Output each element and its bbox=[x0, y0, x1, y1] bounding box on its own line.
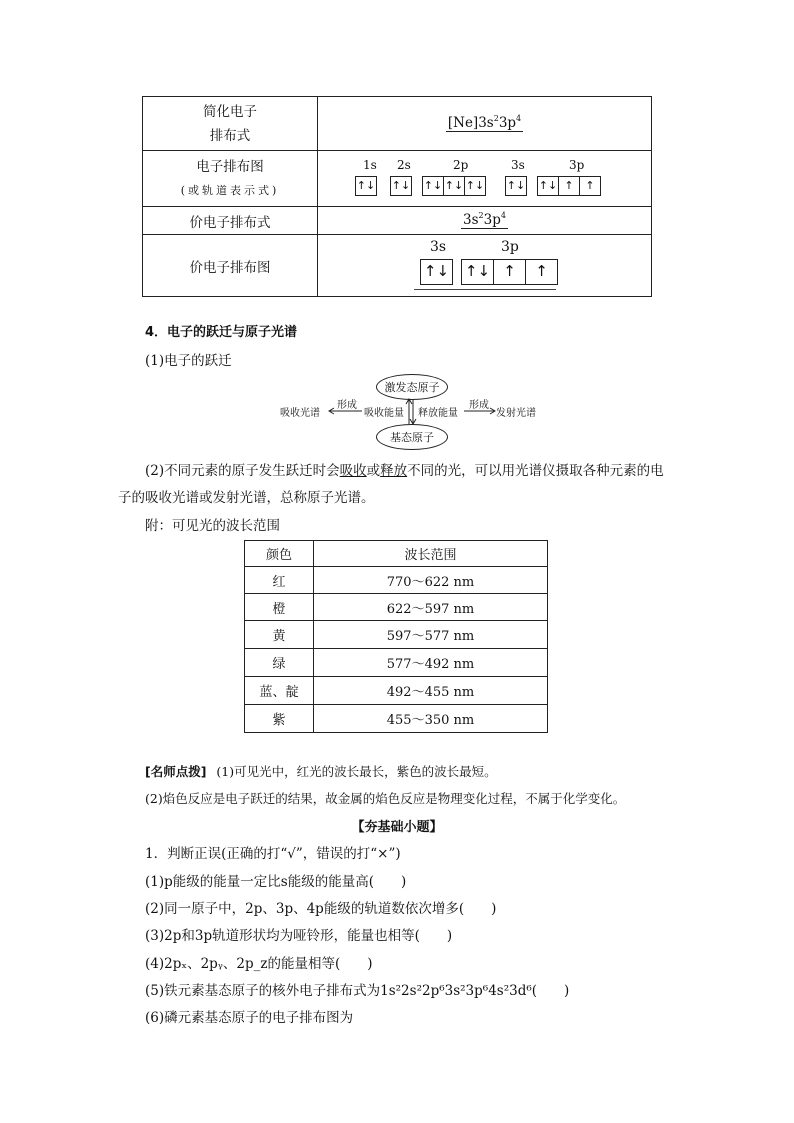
paragraph-2 bbox=[145, 459, 665, 479]
orbital-box: ↑ bbox=[579, 176, 601, 196]
appendix-label: 附：可见光的波长范围 bbox=[145, 518, 280, 534]
table-row bbox=[245, 594, 548, 621]
label-line: 排布式 bbox=[209, 127, 251, 144]
color-cell: 橙 bbox=[245, 594, 314, 621]
exercise-title: 【夯基础小题】 bbox=[351, 820, 443, 835]
range-cell: 597～577 nm bbox=[314, 621, 548, 649]
range-cell: 455～350 nm bbox=[314, 705, 548, 733]
orbital-2p bbox=[423, 176, 486, 196]
orbital-3s bbox=[421, 259, 453, 285]
absorb-energy-label: 吸收能量 bbox=[364, 408, 404, 419]
range-cell: 622～597 nm bbox=[314, 594, 548, 621]
color-cell: 绿 bbox=[245, 649, 314, 677]
question-item: (1)p能级的能量一定比s能级的能量高( ) bbox=[145, 874, 407, 890]
orbital-box: ↑↓ bbox=[443, 176, 465, 196]
row-value bbox=[318, 207, 652, 235]
text: 不同的光，可以用光谱仪摄取各种元素的电 bbox=[407, 463, 664, 479]
orbital-3p bbox=[538, 176, 601, 196]
tips-line-1 bbox=[145, 762, 497, 780]
table-row bbox=[143, 235, 652, 297]
orbital-box: ↑↓ bbox=[355, 176, 377, 196]
orbital-box: ↑↓ bbox=[505, 176, 527, 196]
transition-diagram bbox=[280, 374, 550, 450]
form-label: 形成 bbox=[469, 400, 489, 411]
question-item: (5)铁元素基态原子的核外电子排布式为1s²2s²2p⁶3s²3p⁶4s²3d⁶( ) bbox=[145, 983, 570, 999]
orbital-box: ↑↓ bbox=[537, 176, 559, 196]
orbital-label: 2p bbox=[453, 157, 469, 172]
orbital-box: ↑↓ bbox=[464, 176, 486, 196]
orbital-label: 3p bbox=[569, 157, 585, 172]
row-label: 价电子排布式 bbox=[143, 207, 318, 235]
orbital-box: ↑ bbox=[525, 259, 558, 285]
table-row bbox=[143, 151, 652, 207]
orbital-label: 3p bbox=[501, 238, 519, 255]
wavelength-table bbox=[244, 540, 548, 733]
orbital-diagram-cell bbox=[318, 235, 652, 297]
orbital-label: 3s bbox=[430, 238, 447, 255]
question-item: (4)2pₓ、2pᵧ、2p_z的能量相等( ) bbox=[145, 956, 373, 972]
absorb-spectrum-label: 吸收光谱 bbox=[280, 408, 320, 419]
label-line: 电子排布图 bbox=[196, 158, 264, 175]
text: (2)不同元素的原子发生跃迁时会 bbox=[145, 463, 340, 479]
question-item: (6)磷元素基态原子的电子排布图为 bbox=[145, 1010, 354, 1026]
column-header: 颜色 bbox=[245, 541, 314, 567]
label-line: (或轨道表示式) bbox=[180, 183, 280, 197]
text: 或 bbox=[366, 463, 381, 479]
orbital-box: ↑ bbox=[558, 176, 580, 196]
table-row bbox=[245, 567, 548, 594]
text: (1)可见光中，红光的波长最长，紫色的波长最短。 bbox=[216, 764, 497, 779]
orbital-2s bbox=[391, 176, 412, 196]
table-row bbox=[143, 207, 652, 235]
table-row bbox=[143, 97, 652, 151]
orbital-box: ↑ bbox=[493, 259, 526, 285]
tips-tag: [名师点拨] bbox=[145, 764, 207, 779]
orbital-box: ↑↓ bbox=[461, 259, 494, 285]
color-cell: 紫 bbox=[245, 705, 314, 733]
emit-spectrum-label: 发射光谱 bbox=[496, 408, 536, 419]
column-header: 波长范围 bbox=[314, 541, 548, 567]
orbital-3p bbox=[462, 259, 558, 285]
range-cell: 492～455 nm bbox=[314, 677, 548, 705]
range-cell: 770～622 nm bbox=[314, 567, 548, 594]
section-heading: 4．电子的跃迁与原子光谱 bbox=[145, 325, 298, 340]
row-label bbox=[143, 97, 318, 151]
underlined-text: 吸收 bbox=[339, 463, 367, 479]
question-1: 1．判断正误(正确的打“√”，错误的打“×”) bbox=[145, 846, 401, 862]
table-row bbox=[245, 705, 548, 733]
subheading: (1)电子的跃迁 bbox=[145, 353, 232, 369]
table-row bbox=[245, 649, 548, 677]
release-energy-label: 释放能量 bbox=[418, 408, 458, 419]
orbital-diagram-cell bbox=[318, 151, 652, 207]
question-item: (3)2p和3p轨道形状均为哑铃形，能量也相等( ) bbox=[145, 928, 453, 944]
label-line: 简化电子 bbox=[203, 103, 257, 120]
excited-state-node: 激发态原子 bbox=[376, 374, 448, 400]
table-header-row bbox=[245, 541, 548, 567]
orbital-label: 3s bbox=[511, 157, 525, 172]
orbital-label: 1s bbox=[363, 157, 377, 172]
electron-config-table bbox=[142, 96, 652, 297]
orbital-box: ↑↓ bbox=[420, 259, 453, 285]
question-item: (2)同一原子中，2p、3p、4p能级的轨道数依次增多( ) bbox=[145, 901, 497, 917]
table-row bbox=[245, 677, 548, 705]
range-cell: 577～492 nm bbox=[314, 649, 548, 677]
row-label bbox=[143, 151, 318, 207]
row-value bbox=[318, 97, 652, 151]
table-row bbox=[245, 621, 548, 649]
orbital-box: ↑↓ bbox=[422, 176, 444, 196]
color-cell: 蓝、靛 bbox=[245, 677, 314, 705]
paragraph-2-line2: 子的吸收光谱或发射光谱，总称原子光谱。 bbox=[118, 490, 375, 506]
tips-line-2: (2)焰色反应是电子跃迁的结果，故金属的焰色反应是物理变化过程，不属于化学变化。 bbox=[145, 791, 626, 806]
row-label: 价电子排布图 bbox=[143, 235, 318, 297]
color-cell: 红 bbox=[245, 567, 314, 594]
orbital-3s bbox=[506, 176, 527, 196]
orbital-1s bbox=[356, 176, 377, 196]
simplified-config: $[Ne]3s^23p^4$ bbox=[447, 114, 522, 131]
valence-config: $3s^23p^4$ bbox=[463, 211, 506, 228]
color-cell: 黄 bbox=[245, 621, 314, 649]
underlined-text: 释放 bbox=[380, 463, 408, 479]
underline bbox=[414, 289, 556, 290]
orbital-box: ↑↓ bbox=[390, 176, 412, 196]
orbital-label: 2s bbox=[397, 157, 411, 172]
ground-state-node: 基态原子 bbox=[376, 424, 448, 450]
form-label: 形成 bbox=[337, 400, 357, 411]
